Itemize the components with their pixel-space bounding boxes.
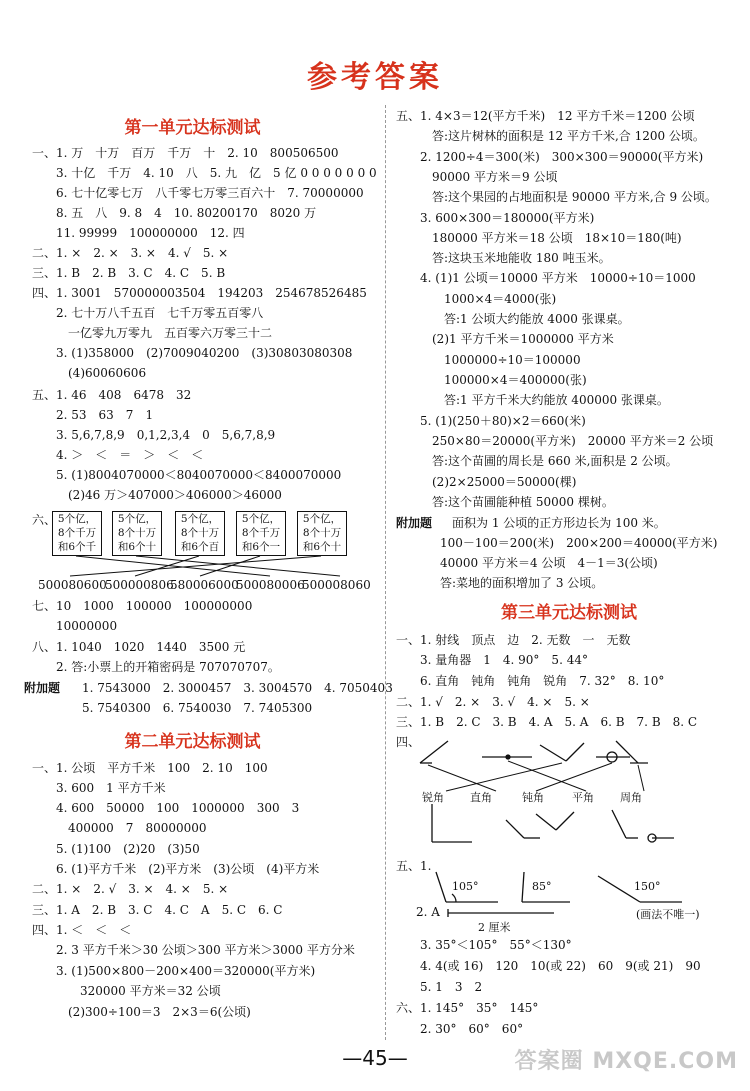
right-line: 答:1 平方千米大约能放 400000 张课桌。	[396, 393, 669, 407]
unit1-line: 11. 99999 100000000 12. 四	[32, 226, 245, 240]
box-number: 500008060	[302, 578, 371, 592]
unit1-line: 二、1. × 2. × 3. × 4. √ 5. ×	[32, 246, 229, 260]
unit2-line: 一、1. 公顷 平方千米 100 2. 10 100	[32, 761, 268, 775]
box-number: 580006000	[170, 578, 239, 592]
angle-label: 钝角	[522, 791, 544, 804]
unit2-line: 5. (1)100 (2)20 (3)50	[32, 842, 200, 856]
unit3-line: 二、1. √ 2. × 3. √ 4. × 5. ×	[396, 695, 590, 709]
unit1-line: 五、1. 46 408 6478 32	[32, 388, 192, 402]
unit1-line: 一、1. 万 十万 百万 千万 十 2. 10 800506500	[32, 146, 339, 160]
unit1-line: 3. 十亿 千万 4. 10 八 5. 九 亿 5 亿 0 0 0 0 0 0 0	[32, 166, 377, 180]
q5-label: 五、1.	[396, 859, 432, 873]
page-number: —45—	[342, 1046, 408, 1070]
unit1-line: 5. (1)8004070000＜8040070000＜8400070000	[32, 468, 342, 482]
unit3-line: 6. 直角 钝角 钝角 锐角 7. 32° 8. 10°	[396, 674, 665, 688]
column-divider	[385, 105, 386, 1040]
box-text: 8个千万	[241, 527, 281, 539]
unit1-line: (4)60060606	[32, 366, 147, 380]
page-title: 参考答案	[307, 60, 443, 95]
angle-label: 锐角	[422, 791, 444, 804]
unit1-line: 2. 答:小票上的开箱密码是 707070707。	[32, 660, 280, 674]
right-line: 2. 1200÷4＝300(米) 300×300＝90000(平方米)	[396, 150, 704, 164]
unit2-line: 四、1. ＜ ＜ ＜	[32, 923, 132, 937]
segment-line	[446, 907, 556, 919]
right-line: 180000 平方米＝18 公顷 18×10＝180(吨)	[396, 231, 682, 245]
box-text: 5个亿，	[117, 513, 157, 525]
match-box	[236, 511, 286, 556]
right-line: 五、1. 4×3＝12(平方千米) 12 平方千米＝1200 公顷	[396, 109, 695, 123]
unit2-line: 320000 平方米＝32 公顷	[32, 984, 221, 998]
bonus-line: 答:菜地的面积增加了 3 公顷。	[440, 576, 604, 590]
unit2-line: 400000 7 80000000	[32, 821, 207, 835]
unit1-line: 8. 五 八 9. 8 4 10. 80200170 8020 万	[32, 206, 317, 220]
unit3-line: 3. 35°＜105° 55°＜130°	[396, 938, 572, 952]
unit1-line: 2. 53 63 7 1	[32, 408, 154, 422]
angle-label: 平角	[572, 791, 594, 804]
right-line: 1000×4＝4000(张)	[396, 292, 557, 306]
match-box	[175, 511, 225, 556]
box-text: 8个十万	[117, 527, 157, 539]
unit2-line: 2. 3 平方千米＞30 公顷＞300 平方米＞3000 平方分米	[32, 943, 355, 957]
unit1-line: 3. (1)358000 (2)7009040200 (3)30803080308	[32, 346, 353, 360]
angle-shapes-bottom	[416, 800, 676, 850]
right-line: (2)1 平方千米＝1000000 平方米	[396, 332, 614, 346]
unit1-line: 3. 5,6,7,8,9 0,1,2,3,4 0 5,6,7,8,9	[32, 428, 276, 442]
unit1-title: 第一单元达标测试	[124, 118, 261, 138]
watermark: 答案圈 MXQE.COM	[514, 1049, 738, 1074]
unit3-line: 六、1. 145° 35° 145°	[396, 1001, 539, 1015]
bonus-line: 40000 平方米＝4 公顷 4－1＝3(公顷)	[440, 556, 658, 570]
unit3-line: 5. 1 3 2	[396, 980, 483, 994]
right-line: 90000 平方米＝9 公顷	[396, 170, 558, 184]
bonus-label: 附加题	[24, 681, 61, 695]
unit1-line: 一亿零九万零九 五百零六万零三十二	[32, 326, 273, 340]
bonus-line: 面积为 1 公顷的正方形边长为 100 米。	[452, 516, 666, 530]
unit3-line: 2. 30° 60° 60°	[396, 1022, 524, 1036]
segment-length: 2 厘米	[478, 921, 511, 934]
box-text: 8个千万	[57, 527, 97, 539]
box-text: 5个亿，	[180, 513, 220, 525]
angle-value: 85°	[532, 880, 552, 893]
bonus-label: 附加题	[396, 516, 433, 530]
unit1-line: 10000000	[32, 619, 118, 633]
unit3-line: 3. 量角器 1 4. 90° 5. 44°	[396, 653, 588, 667]
unit3-line: 4. 4(或 16) 120 10(或 22) 60 9(或 21) 90	[396, 959, 701, 973]
right-line: 4. (1)1 公顷＝10000 平方米 10000÷10＝1000	[396, 271, 696, 285]
box-number: 500000806	[105, 578, 174, 592]
right-line: 答:这个苗圃的周长是 660 米,面积是 2 公顷。	[396, 454, 678, 468]
drawing-note: (画法不唯一)	[636, 908, 700, 921]
unit1-line: (2)46 万＞407000＞406000＞46000	[32, 488, 282, 502]
bonus-line: 5. 7540300 6. 7540030 7. 7405300	[82, 701, 313, 715]
right-line: 答:这片树林的面积是 12 平方千米,合 1200 公顷。	[396, 129, 705, 143]
unit1-line: 6. 七十亿零七万 八千零七万零三百六十 7. 70000000	[32, 186, 364, 200]
box-number: 500080006	[236, 578, 305, 592]
box-number: 500080600	[38, 578, 107, 592]
unit2-line: 3. 600 1 平方千米	[32, 781, 166, 795]
unit1-line: 三、1. B 2. B 3. C 4. C 5. B	[32, 266, 226, 280]
right-line: 3. 600×300＝180000(平方米)	[396, 211, 595, 225]
angle-label: 直角	[470, 791, 492, 804]
unit1-line: 4. ＞ ＜ ＝ ＞ ＜ ＜	[32, 448, 204, 462]
angle-label: 周角	[620, 791, 642, 804]
unit3-title: 第三单元达标测试	[501, 603, 637, 623]
right-line: (2)2×25000＝50000(棵)	[396, 475, 577, 489]
right-line: 5. (1)(250＋80)×2＝660(米)	[396, 414, 586, 428]
right-line: 答:1 公顷大约能放 4000 张课桌。	[396, 312, 630, 326]
unit2-title: 第二单元达标测试	[124, 732, 261, 752]
angle-value: 150°	[634, 880, 661, 893]
right-line: 答:这个果园的占地面积是 90000 平方米,合 9 公顷。	[396, 190, 717, 204]
unit1-line: 七、10 1000 100000 100000000	[32, 599, 253, 613]
right-line: 答:这个苗圃能种植 50000 棵树。	[396, 495, 614, 509]
right-line: 1000000÷10＝100000	[396, 353, 581, 367]
box-text: 5个亿，	[57, 513, 97, 525]
unit2-line: 3. (1)500×800－200×400＝320000(平方米)	[32, 964, 316, 978]
bonus-line: 100－100＝200(米) 200×200＝40000(平方米)	[440, 536, 718, 550]
unit3-line: 四、	[396, 735, 421, 749]
unit2-line: 三、1. A 2. B 3. C 4. C A 5. C 6. C	[32, 903, 283, 917]
match-box	[112, 511, 162, 556]
q6-label: 六、	[32, 513, 57, 527]
right-line: 250×80＝20000(平方米) 20000 平方米＝2 公顷	[396, 434, 714, 448]
bonus-line: 1. 7543000 2. 3000457 3. 3004570 4. 7050403	[82, 681, 393, 695]
unit1-line: 四、1. 3001 570000003504 194203 254678526485	[32, 286, 367, 300]
unit1-line: 八、1. 1040 1020 1440 3500 元	[32, 640, 246, 654]
box-text: 8个十万	[302, 527, 342, 539]
unit2-line: 4. 600 50000 100 1000000 300 3	[32, 801, 300, 815]
box-text: 5个亿，	[241, 513, 281, 525]
box-text: 和6个千	[57, 541, 97, 553]
box-text: 和6个百	[180, 541, 220, 553]
q5-2-label: 2. A	[416, 905, 440, 919]
right-line: 100000×4＝400000(张)	[396, 373, 587, 387]
unit2-line: (2)300÷100＝3 2×3＝6(公顷)	[32, 1005, 251, 1019]
right-line: 答:这块玉米地能收 180 吨玉米。	[396, 251, 611, 265]
box-text: 和6个十	[117, 541, 157, 553]
unit3-line: 三、1. B 2. C 3. B 4. A 5. A 6. B 7. B 8. C	[396, 715, 698, 729]
unit2-line: 6. (1)平方千米 (2)平方米 (3)公顷 (4)平方米	[32, 862, 320, 876]
unit1-line: 2. 七十万八千五百 七千万零五百零八	[32, 306, 264, 320]
box-text: 5个亿，	[302, 513, 342, 525]
box-text: 8个十万	[180, 527, 220, 539]
unit2-line: 二、1. × 2. √ 3. × 4. × 5. ×	[32, 882, 229, 896]
match-box	[52, 511, 102, 556]
angle-value: 105°	[452, 880, 479, 893]
unit3-line: 一、1. 射线 顶点 边 2. 无数 一 无数	[396, 633, 631, 647]
box-text: 和6个十	[302, 541, 342, 553]
box-text: 和6个一	[241, 541, 281, 553]
match-box	[297, 511, 347, 556]
